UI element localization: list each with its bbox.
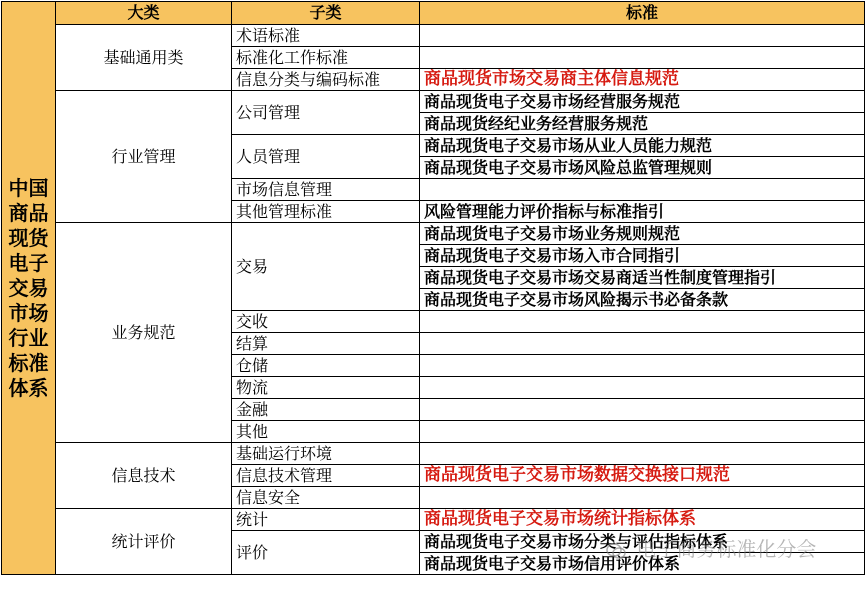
- header-standard: 标准: [420, 2, 865, 25]
- standard-cell: 商品现货电子交易市场从业人员能力规范: [420, 135, 865, 157]
- standard-cell: [420, 443, 865, 465]
- subcategory-cell: 基础运行环境: [232, 443, 420, 465]
- category-cell: 基础通用类: [56, 25, 232, 91]
- subcategory-cell: 标准化工作标准: [232, 47, 420, 69]
- subcategory-cell: 金融: [232, 399, 420, 421]
- standard-cell: 商品现货电子交易市场信用评价体系: [420, 553, 865, 575]
- standard-cell: [420, 311, 865, 333]
- subcategory-cell: 结算: [232, 333, 420, 355]
- header-major: 大类: [56, 2, 232, 25]
- watermark-text: 电子商务标准化分会: [636, 537, 817, 561]
- standard-cell: 商品现货电子交易市场入市合同指引: [420, 245, 865, 267]
- header-sub: 子类: [232, 2, 420, 25]
- standard-cell: [420, 377, 865, 399]
- category-cell: 业务规范: [56, 223, 232, 443]
- standard-cell: [420, 421, 865, 443]
- standard-cell-highlight: 商品现货电子交易市场数据交换接口规范: [420, 465, 865, 487]
- table-row: [2, 25, 865, 47]
- category-cell: 信息技术: [56, 443, 232, 509]
- header-row: [2, 2, 865, 25]
- subcategory-cell: 统计: [232, 509, 420, 531]
- standard-cell: 商品现货电子交易市场业务规则规范: [420, 223, 865, 245]
- table-row: [2, 509, 865, 531]
- category-cell: 统计评价: [56, 509, 232, 575]
- subcategory-cell: 其他: [232, 421, 420, 443]
- table-row: [2, 443, 865, 465]
- standard-cell: 商品现货经纪业务经营服务规范: [420, 113, 865, 135]
- standard-cell: 商品现货电子交易市场风险总监管理规则: [420, 157, 865, 179]
- subcategory-cell: 信息安全: [232, 487, 420, 509]
- table-title: 中国商品现货电子交易市场行业标准体系: [2, 2, 56, 575]
- subcategory-cell: 信息技术管理: [232, 465, 420, 487]
- standard-cell: 商品现货电子交易市场分类与评估指标体系: [420, 531, 865, 553]
- standard-cell: 商品现货电子交易市场风险揭示书必备条款: [420, 289, 865, 311]
- standard-cell: 风险管理能力评价指标与标准指引: [420, 201, 865, 223]
- subcategory-cell: 物流: [232, 377, 420, 399]
- subcategory-cell: 交易: [232, 223, 420, 311]
- standard-cell: [420, 179, 865, 201]
- subcategory-cell: 公司管理: [232, 91, 420, 135]
- subcategory-cell: 信息分类与编码标准: [232, 69, 420, 91]
- standard-cell: [420, 487, 865, 509]
- subcategory-cell: 仓储: [232, 355, 420, 377]
- standard-cell: 商品现货电子交易市场交易商适当性制度管理指引: [420, 267, 865, 289]
- standard-cell: [420, 355, 865, 377]
- subcategory-cell: 术语标准: [232, 25, 420, 47]
- standard-cell: [420, 47, 865, 69]
- standard-cell-highlight: 商品现货市场交易商主体信息规范: [420, 69, 865, 91]
- standards-table: [1, 1, 865, 575]
- standard-cell-highlight: 商品现货电子交易市场统计指标体系: [420, 509, 865, 531]
- subcategory-cell: 人员管理: [232, 135, 420, 179]
- subcategory-cell: 交收: [232, 311, 420, 333]
- table-row: [2, 223, 865, 245]
- standard-cell: [420, 333, 865, 355]
- subcategory-cell: 市场信息管理: [232, 179, 420, 201]
- standard-cell: [420, 25, 865, 47]
- standard-cell: [420, 399, 865, 421]
- subcategory-cell: 评价: [232, 531, 420, 575]
- standard-cell: 商品现货电子交易市场经营服务规范: [420, 91, 865, 113]
- category-cell: 行业管理: [56, 91, 232, 223]
- subcategory-cell: 其他管理标准: [232, 201, 420, 223]
- table-row: [2, 91, 865, 113]
